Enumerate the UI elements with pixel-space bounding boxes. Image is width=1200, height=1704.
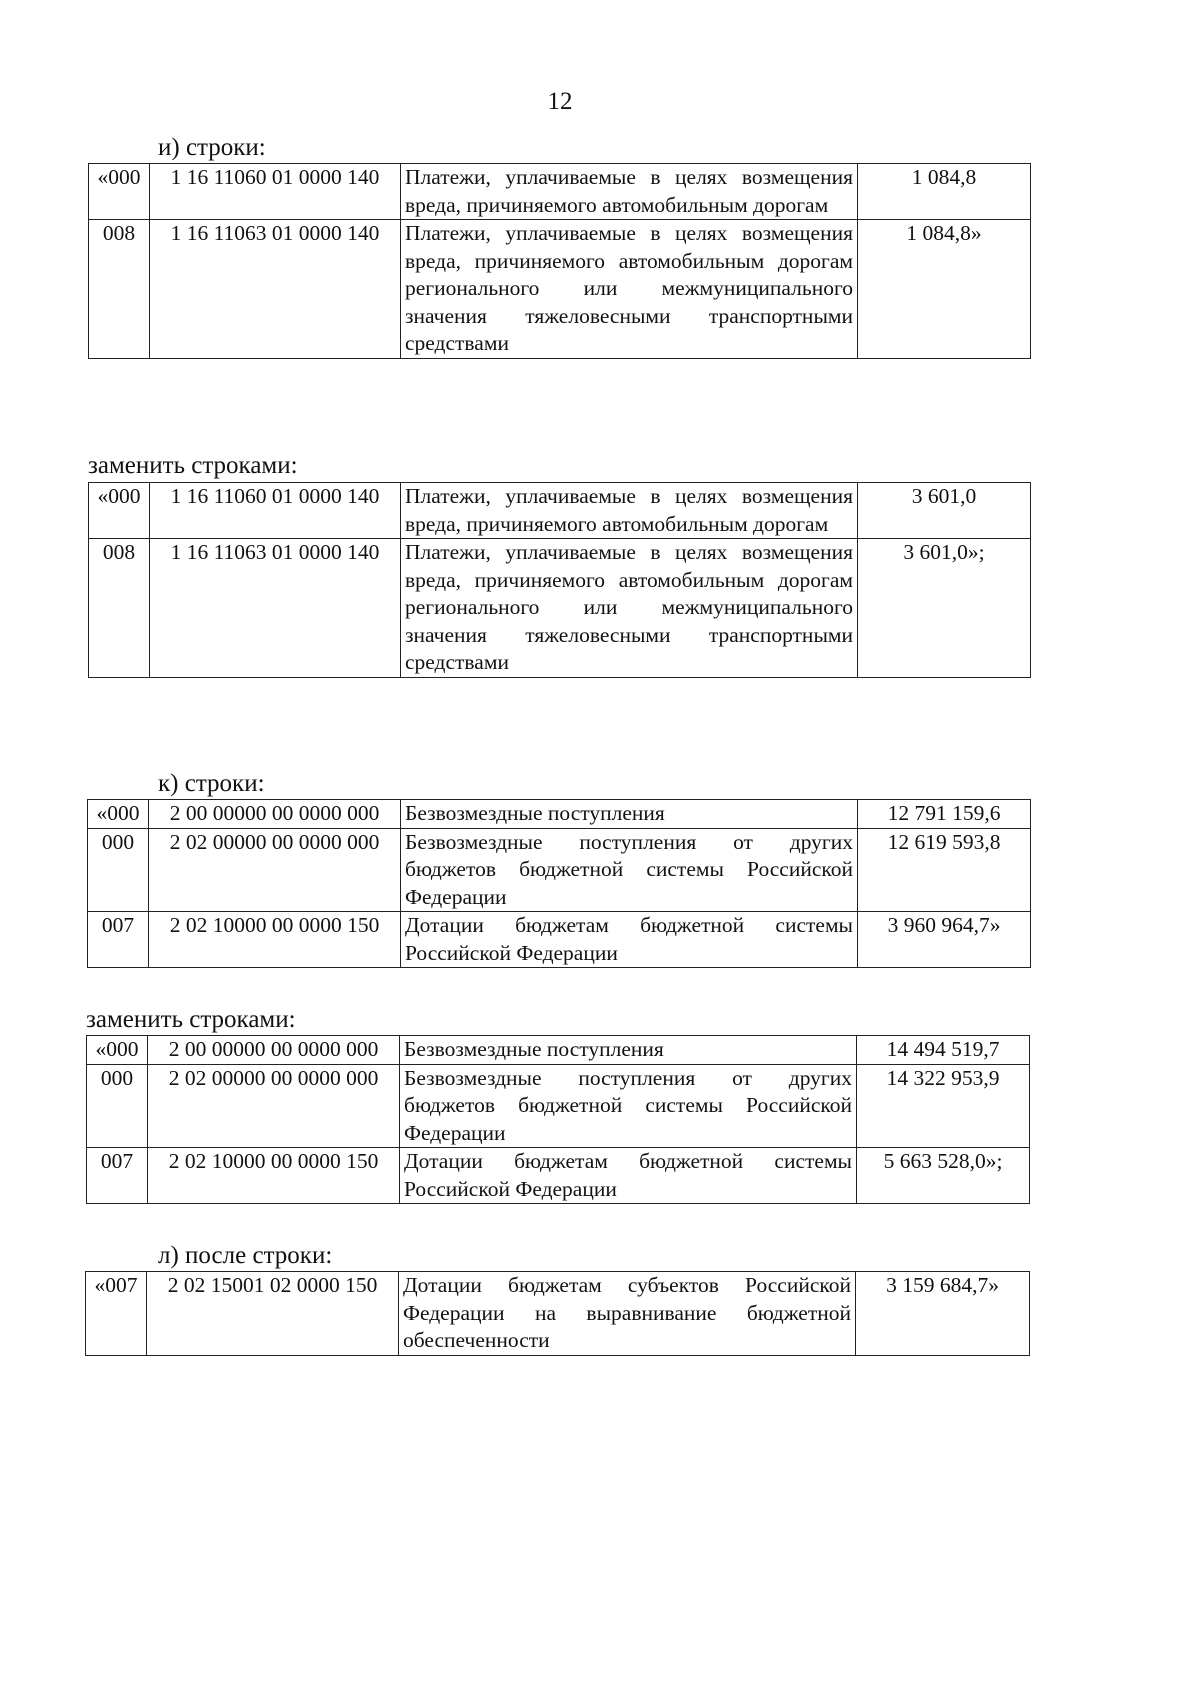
budget-table	[88, 482, 1031, 678]
table-row	[89, 220, 1031, 359]
budget-code: 2 02 10000 00 0000 150	[149, 912, 401, 968]
row-prefix: 000	[87, 1064, 148, 1148]
budget-code: 2 00 00000 00 0000 000	[149, 800, 401, 829]
row-prefix: 008	[89, 220, 150, 359]
row-amount: 5 663 528,0»;	[857, 1148, 1030, 1204]
row-description: Платежи, уплачиваемые в целях возмещения вреда, причиняемого автомобильным дорогам	[401, 483, 858, 539]
budget-table	[87, 799, 1031, 968]
budget-code: 1 16 11063 01 0000 140	[150, 539, 401, 678]
row-description: Безвозмездные поступления от других бюджетов бюджетной системы Российской Федерации	[401, 828, 858, 912]
row-description: Платежи, уплачиваемые в целях возмещения вреда, причиняемого автомобильным дорогам	[401, 164, 858, 220]
row-prefix: «007	[86, 1272, 147, 1356]
row-description: Платежи, уплачиваемые в целях возмещения вреда, причиняемого автомобильным дорогам регионального или межмуниципального значения тяжеловесными транспортными средствами	[401, 539, 858, 678]
row-description: Безвозмездные поступления	[401, 800, 858, 829]
row-amount: 3 960 964,7»	[858, 912, 1031, 968]
row-prefix: «000	[89, 483, 150, 539]
budget-table	[86, 1035, 1030, 1204]
row-amount: 1 084,8»	[858, 220, 1031, 359]
budget-code: 2 02 00000 00 0000 000	[148, 1064, 400, 1148]
row-description: Платежи, уплачиваемые в целях возмещения вреда, причиняемого автомобильным дорогам регионального или межмуниципального значения тяжеловесными транспортными средствами	[401, 220, 858, 359]
table-row	[88, 912, 1031, 968]
budget-code: 2 02 10000 00 0000 150	[148, 1148, 400, 1204]
row-prefix: «000	[87, 1036, 148, 1065]
table-row	[89, 164, 1031, 220]
table-row	[87, 1148, 1030, 1204]
table-row	[87, 1036, 1030, 1065]
table-row	[87, 1064, 1030, 1148]
row-prefix: 008	[89, 539, 150, 678]
budget-code: 2 02 00000 00 0000 000	[149, 828, 401, 912]
row-amount: 14 322 953,9	[857, 1064, 1030, 1148]
budget-code: 1 16 11063 01 0000 140	[150, 220, 401, 359]
row-description: Безвозмездные поступления	[400, 1036, 857, 1065]
table-row	[89, 483, 1031, 539]
section-heading: заменить строками:	[86, 1006, 296, 1033]
row-description: Дотации бюджетам субъектов Российской Федерации на выравнивание бюджетной обеспеченности	[399, 1272, 856, 1356]
table-row	[88, 828, 1031, 912]
section-heading: и) строки:	[158, 134, 266, 161]
row-description: Дотации бюджетам бюджетной системы Российской Федерации	[400, 1148, 857, 1204]
section-heading: к) строки:	[158, 770, 265, 797]
table-row	[89, 539, 1031, 678]
row-amount: 12 791 159,6	[858, 800, 1031, 829]
budget-table	[88, 163, 1031, 359]
section-heading: л) после строки:	[158, 1242, 333, 1269]
page-number: 12	[547, 88, 573, 115]
row-prefix: 000	[88, 828, 149, 912]
row-amount: 14 494 519,7	[857, 1036, 1030, 1065]
section-heading: заменить строками:	[88, 452, 298, 479]
budget-code: 1 16 11060 01 0000 140	[150, 483, 401, 539]
row-amount: 1 084,8	[858, 164, 1031, 220]
budget-code: 1 16 11060 01 0000 140	[150, 164, 401, 220]
row-amount: 3 601,0	[858, 483, 1031, 539]
row-prefix: 007	[88, 912, 149, 968]
row-amount: 3 601,0»;	[858, 539, 1031, 678]
budget-code: 2 02 15001 02 0000 150	[147, 1272, 399, 1356]
table-row	[86, 1272, 1030, 1356]
row-amount: 12 619 593,8	[858, 828, 1031, 912]
budget-code: 2 00 00000 00 0000 000	[148, 1036, 400, 1065]
row-description: Дотации бюджетам бюджетной системы Российской Федерации	[401, 912, 858, 968]
row-prefix: «000	[88, 800, 149, 829]
row-amount: 3 159 684,7»	[856, 1272, 1030, 1356]
row-description: Безвозмездные поступления от других бюджетов бюджетной системы Российской Федерации	[400, 1064, 857, 1148]
table-row	[88, 800, 1031, 829]
row-prefix: 007	[87, 1148, 148, 1204]
row-prefix: «000	[89, 164, 150, 220]
budget-table	[85, 1271, 1030, 1356]
